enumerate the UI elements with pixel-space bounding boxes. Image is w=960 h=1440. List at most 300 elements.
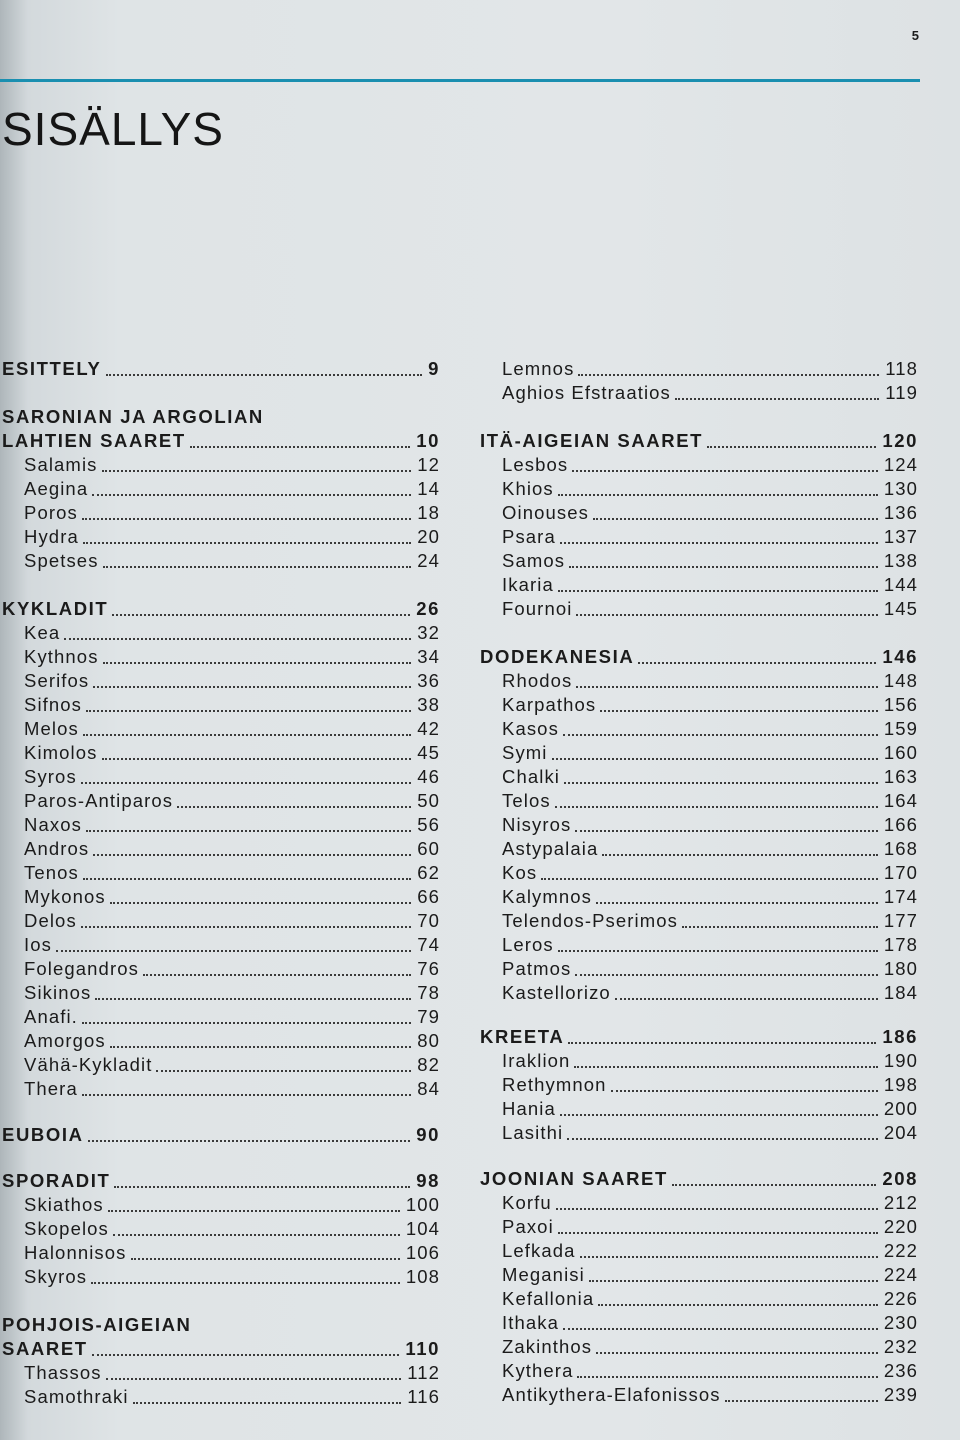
toc-entry <box>2 862 440 886</box>
dot-leader <box>56 949 411 952</box>
toc-entry-title: KYKLADIT <box>2 598 109 619</box>
toc-page-number: 110 <box>405 1338 440 1359</box>
dot-leader <box>580 1255 878 1258</box>
toc-entry-title: Iraklion <box>502 1050 571 1071</box>
dot-leader <box>555 805 878 808</box>
dot-leader <box>103 565 412 568</box>
toc-entry-title: Kefallonia <box>502 1288 595 1309</box>
toc-entry <box>480 598 918 622</box>
toc-entry-title: SARONIAN JA ARGOLIAN <box>2 406 264 427</box>
toc-entry-title: Lasithi <box>502 1122 564 1143</box>
toc-page-number: 56 <box>417 814 440 835</box>
toc-page-number: 60 <box>417 838 440 859</box>
toc-entry-title: Rethymnon <box>502 1074 607 1095</box>
dot-leader <box>725 1399 878 1402</box>
toc-entry-title: Vähä-Kykladit <box>24 1054 153 1075</box>
toc-page-number: 230 <box>883 1312 918 1333</box>
toc-entry <box>2 1054 440 1078</box>
toc-entry-title: LAHTIEN SAARET <box>2 430 186 451</box>
toc-page-number: 212 <box>883 1192 918 1213</box>
toc-entry <box>2 1242 440 1266</box>
toc-entry <box>2 622 440 646</box>
toc-entry-title: Ios <box>24 934 52 955</box>
dot-leader <box>93 853 411 856</box>
toc-entry <box>480 1192 918 1216</box>
dot-leader <box>596 901 878 904</box>
dot-leader <box>95 997 411 1000</box>
dot-leader <box>131 1257 400 1260</box>
dot-leader <box>576 613 877 616</box>
toc-page-number: 177 <box>883 910 918 931</box>
toc-entry-title: Sikinos <box>24 982 92 1003</box>
toc-page-number: 166 <box>883 814 918 835</box>
toc-page-number: 180 <box>883 958 918 979</box>
dot-leader <box>615 997 878 1000</box>
toc-page-number: 62 <box>417 862 440 883</box>
dot-leader <box>143 973 411 976</box>
toc-entry-title: Kimolos <box>24 742 98 763</box>
dot-leader <box>93 685 411 688</box>
toc-page-number: 98 <box>416 1170 440 1191</box>
toc-entry <box>2 958 440 982</box>
toc-entry-title: Salamis <box>24 454 98 475</box>
toc-entry <box>480 550 918 574</box>
toc-entry <box>2 1078 440 1102</box>
toc-page-number: 186 <box>882 1026 918 1047</box>
dot-leader <box>106 373 423 376</box>
toc-entry <box>480 1336 918 1360</box>
toc-entry <box>480 526 918 550</box>
toc-entry-title: SPORADIT <box>2 1170 111 1191</box>
toc-section-heading <box>2 406 264 430</box>
dot-leader <box>563 1327 878 1330</box>
toc-entry-title: Psara <box>502 526 556 547</box>
toc-entry <box>2 1194 440 1218</box>
toc-entry-title: Khios <box>502 478 554 499</box>
toc-section-heading <box>480 1168 918 1192</box>
toc-entry-title: Kea <box>24 622 61 643</box>
toc-entry <box>480 886 918 910</box>
dot-leader <box>575 973 878 976</box>
toc-page-number: 82 <box>417 1054 440 1075</box>
toc-entry <box>2 718 440 742</box>
toc-page-number: 232 <box>883 1336 918 1357</box>
dot-leader <box>563 733 878 736</box>
toc-entry <box>480 1240 918 1264</box>
toc-page-number: 136 <box>883 502 918 523</box>
dot-leader <box>92 493 411 496</box>
toc-page-number: 120 <box>882 430 918 451</box>
toc-entry <box>2 670 440 694</box>
toc-page-number: 112 <box>407 1362 440 1383</box>
dot-leader <box>569 565 878 568</box>
toc-entry-title: Rhodos <box>502 670 573 691</box>
toc-entry <box>2 982 440 1006</box>
toc-entry <box>2 814 440 838</box>
dot-leader <box>552 757 878 760</box>
toc-page-number: 174 <box>883 886 918 907</box>
toc-entry-title: Zakinthos <box>502 1336 593 1357</box>
dot-leader <box>568 1041 876 1044</box>
toc-entry-title: Fournoi <box>502 598 573 619</box>
toc-page-number: 10 <box>416 430 440 451</box>
dot-leader <box>108 1209 400 1212</box>
toc-entry <box>480 982 918 1006</box>
dot-leader <box>106 1377 402 1380</box>
dot-leader <box>177 805 411 808</box>
dot-leader <box>82 1093 411 1096</box>
toc-section-heading <box>2 358 440 382</box>
toc-entry-title: Lesbos <box>502 454 569 475</box>
dot-leader <box>574 1065 877 1068</box>
toc-entry <box>480 694 918 718</box>
toc-entry-title: Telos <box>502 790 551 811</box>
toc-entry <box>2 502 440 526</box>
toc-entry-title: ESITTELY <box>2 358 102 379</box>
toc-entry-title: Karpathos <box>502 694 597 715</box>
toc-entry-title: Delos <box>24 910 77 931</box>
toc-entry <box>2 886 440 910</box>
toc-entry-title: Oinouses <box>502 502 589 523</box>
toc-entry-title: Hydra <box>24 526 79 547</box>
dot-leader <box>598 1303 878 1306</box>
toc-page-number: 70 <box>417 910 440 931</box>
toc-entry-title: Samothraki <box>24 1386 129 1407</box>
dot-leader <box>156 1069 411 1072</box>
toc-entry <box>2 910 440 934</box>
toc-entry <box>480 574 918 598</box>
toc-entry-title: Poros <box>24 502 78 523</box>
toc-page-number: 168 <box>883 838 918 859</box>
toc-entry <box>2 1006 440 1030</box>
dot-leader <box>577 1375 877 1378</box>
toc-page-number: 74 <box>417 934 440 955</box>
dot-leader <box>102 469 412 472</box>
toc-page-number: 45 <box>417 742 440 763</box>
dot-leader <box>589 1279 878 1282</box>
dot-leader <box>102 757 412 760</box>
dot-leader <box>611 1089 878 1092</box>
toc-entry <box>480 1360 918 1384</box>
toc-entry <box>480 382 918 406</box>
dot-leader <box>82 1021 411 1024</box>
dot-leader <box>638 661 876 664</box>
toc-entry <box>2 478 440 502</box>
toc-page-number: 178 <box>883 934 918 955</box>
toc-page-number: 145 <box>883 598 918 619</box>
toc-entry-title: Thassos <box>24 1362 102 1383</box>
dot-leader <box>81 781 411 784</box>
toc-page-number: 204 <box>883 1122 918 1143</box>
dot-leader <box>64 637 411 640</box>
toc-page-number: 38 <box>417 694 440 715</box>
toc-entry-title: Naxos <box>24 814 82 835</box>
toc-entry-title: Melos <box>24 718 79 739</box>
dot-leader <box>576 685 877 688</box>
toc-entry-title: Samos <box>502 550 566 571</box>
toc-entry <box>480 1216 918 1240</box>
toc-page-number: 50 <box>417 790 440 811</box>
toc-section-heading <box>480 646 918 670</box>
toc-entry-title: Paros-Antiparos <box>24 790 174 811</box>
toc-entry-title: Ikaria <box>502 574 554 595</box>
toc-page-number: 119 <box>885 382 918 403</box>
toc-page-number: 148 <box>883 670 918 691</box>
dot-leader <box>556 1207 878 1210</box>
toc-entry <box>2 1266 440 1290</box>
toc-page-number: 26 <box>416 598 440 619</box>
toc-section-heading <box>2 1314 192 1338</box>
toc-entry-title: Aghios Efstraatios <box>502 382 671 403</box>
toc-page-number: 46 <box>417 766 440 787</box>
toc-entry <box>2 454 440 478</box>
header-rule <box>0 79 920 82</box>
toc-page-number: 146 <box>882 646 918 667</box>
dot-leader <box>558 949 878 952</box>
dot-leader <box>83 877 411 880</box>
dot-leader <box>675 397 879 400</box>
dot-leader <box>593 517 878 520</box>
dot-leader <box>112 613 410 616</box>
dot-leader <box>81 925 411 928</box>
toc-page-number: 144 <box>883 574 918 595</box>
toc-entry <box>2 694 440 718</box>
toc-page-number: 66 <box>417 886 440 907</box>
toc-page-number: 224 <box>883 1264 918 1285</box>
dot-leader <box>567 1137 878 1140</box>
toc-entry <box>480 910 918 934</box>
toc-entry-title: Andros <box>24 838 90 859</box>
toc-entry-title: DODEKANESIA <box>480 646 635 667</box>
toc-page-number: 78 <box>417 982 440 1003</box>
toc-entry-title: Mykonos <box>24 886 106 907</box>
toc-page-number: 160 <box>883 742 918 763</box>
dot-leader <box>86 829 411 832</box>
toc-page-number: 226 <box>883 1288 918 1309</box>
toc-page-number: 208 <box>882 1168 918 1189</box>
toc-entry <box>2 1362 440 1386</box>
toc-page-number: 137 <box>883 526 918 547</box>
toc-entry-title: Ithaka <box>502 1312 559 1333</box>
toc-entry <box>480 814 918 838</box>
toc-entry <box>480 478 918 502</box>
toc-entry <box>480 670 918 694</box>
toc-entry <box>2 742 440 766</box>
toc-page-number: 100 <box>405 1194 440 1215</box>
toc-page-number: 239 <box>883 1384 918 1405</box>
toc-entry <box>480 1074 918 1098</box>
toc-page-number: 222 <box>883 1240 918 1261</box>
toc-page-number: 34 <box>417 646 440 667</box>
dot-leader <box>578 373 879 376</box>
toc-entry-title: Amorgos <box>24 1030 106 1051</box>
dot-leader <box>86 709 411 712</box>
toc-entry-title: Halonnisos <box>24 1242 127 1263</box>
toc-section-heading <box>2 1124 440 1148</box>
toc-entry <box>2 526 440 550</box>
toc-page-number: 159 <box>883 718 918 739</box>
toc-entry-title: Leros <box>502 934 554 955</box>
toc-entry-title: Chalki <box>502 766 561 787</box>
toc-entry <box>480 958 918 982</box>
toc-entry <box>2 550 440 574</box>
toc-entry <box>480 358 918 382</box>
toc-page-number: 116 <box>407 1386 440 1407</box>
toc-page-number: 32 <box>417 622 440 643</box>
dot-leader <box>88 1139 411 1142</box>
toc-section-heading <box>2 1170 440 1194</box>
toc-entry <box>480 742 918 766</box>
toc-entry-title: JOONIAN SAARET <box>480 1168 668 1189</box>
toc-entry-title: Skiathos <box>24 1194 104 1215</box>
toc-entry-title: Kythnos <box>24 646 99 667</box>
toc-page-number: 200 <box>883 1098 918 1119</box>
dot-leader <box>110 1045 411 1048</box>
toc-entry-title: Patmos <box>502 958 572 979</box>
dot-leader <box>682 925 878 928</box>
dot-leader <box>92 1353 400 1356</box>
toc-entry-title: Syros <box>24 766 77 787</box>
toc-entry-title: Tenos <box>24 862 79 883</box>
toc-entry-title: Spetses <box>24 550 99 571</box>
toc-section-heading <box>480 430 918 454</box>
toc-entry-title: Astypalaia <box>502 838 599 859</box>
dot-leader <box>82 517 411 520</box>
toc-entry <box>2 646 440 670</box>
toc-entry-title: Skopelos <box>24 1218 109 1239</box>
toc-page-number: 163 <box>883 766 918 787</box>
dot-leader <box>541 877 878 880</box>
toc-page-number: 42 <box>417 718 440 739</box>
toc-entry <box>2 1386 440 1410</box>
dot-leader <box>707 445 876 448</box>
toc-page-number: 138 <box>883 550 918 571</box>
toc-entry-title: Kalymnos <box>502 886 593 907</box>
dot-leader <box>672 1183 876 1186</box>
toc-entry-title: Lefkada <box>502 1240 576 1261</box>
toc-entry <box>480 934 918 958</box>
toc-entry-title: ITÄ-AIGEIAN SAARET <box>480 430 704 451</box>
toc-entry-title: Kythera <box>502 1360 574 1381</box>
dot-leader <box>596 1351 878 1354</box>
toc-page-number: 12 <box>417 454 440 475</box>
toc-entry-title: Sifnos <box>24 694 83 715</box>
toc-page-number: 14 <box>417 478 440 499</box>
dot-leader <box>558 493 878 496</box>
toc-entry <box>480 1264 918 1288</box>
toc-entry <box>480 1050 918 1074</box>
toc-section-heading <box>2 1338 440 1362</box>
toc-entry <box>480 766 918 790</box>
dot-leader <box>133 1401 402 1404</box>
toc-entry <box>480 790 918 814</box>
toc-entry-title: Lemnos <box>502 358 575 379</box>
page-number: 5 <box>911 28 920 43</box>
toc-page-number: 18 <box>417 502 440 523</box>
toc-entry <box>2 1218 440 1242</box>
toc-page-number: 36 <box>417 670 440 691</box>
dot-leader <box>558 1231 878 1234</box>
toc-entry-title: Meganisi <box>502 1264 585 1285</box>
toc-page-number: 164 <box>883 790 918 811</box>
toc-section-heading <box>2 430 440 454</box>
toc-section-heading <box>2 598 440 622</box>
toc-page-number: 236 <box>883 1360 918 1381</box>
toc-page-number: 76 <box>417 958 440 979</box>
toc-page-number: 80 <box>417 1030 440 1051</box>
toc-page-number: 124 <box>883 454 918 475</box>
toc-page-number: 190 <box>883 1050 918 1071</box>
toc-section-heading <box>480 1026 918 1050</box>
toc-entry-title: Kastellorizo <box>502 982 611 1003</box>
toc-page-number: 104 <box>405 1218 440 1239</box>
toc-entry-title: Nisyros <box>502 814 572 835</box>
toc-entry-title: Anafi. <box>24 1006 78 1027</box>
toc-page-number: 130 <box>883 478 918 499</box>
toc-page-number: 24 <box>417 550 440 571</box>
toc-page-number: 220 <box>883 1216 918 1237</box>
toc-entry <box>480 838 918 862</box>
toc-entry-title: Paxoi <box>502 1216 554 1237</box>
dot-leader <box>83 541 411 544</box>
toc-entry-title: KREETA <box>480 1026 565 1047</box>
toc-entry-title: Folegandros <box>24 958 139 979</box>
page-title: SISÄLLYS <box>2 103 224 155</box>
toc-entry-title: POHJOIS-AIGEIAN <box>2 1314 192 1335</box>
toc-entry <box>480 1288 918 1312</box>
toc-page-number: 90 <box>416 1124 440 1145</box>
dot-leader <box>600 709 878 712</box>
dot-leader <box>602 853 877 856</box>
toc-entry-title: Aegina <box>24 478 89 499</box>
toc-entry <box>2 790 440 814</box>
dot-leader <box>114 1185 410 1188</box>
dot-leader <box>103 661 412 664</box>
toc-entry-title: Skyros <box>24 1266 88 1287</box>
toc-entry-title: Telendos-Pserimos <box>502 910 679 931</box>
dot-leader <box>560 1113 878 1116</box>
dot-leader <box>575 829 877 832</box>
toc-entry-title: Thera <box>24 1078 78 1099</box>
toc-entry <box>2 766 440 790</box>
toc-entry-title: Symi <box>502 742 548 763</box>
toc-entry-title: Antikythera-Elafonissos <box>502 1384 721 1405</box>
dot-leader <box>558 589 878 592</box>
toc-entry <box>480 1098 918 1122</box>
toc-page-number: 170 <box>883 862 918 883</box>
toc-entry <box>480 1384 918 1408</box>
toc-page-number: 84 <box>417 1078 440 1099</box>
toc-entry <box>2 1030 440 1054</box>
toc-entry-title: Korfu <box>502 1192 552 1213</box>
toc-page-number: 184 <box>883 982 918 1003</box>
dot-leader <box>572 469 878 472</box>
toc-page-number: 118 <box>885 358 918 379</box>
toc-entry-title: Hania <box>502 1098 556 1119</box>
toc-entry <box>2 934 440 958</box>
dot-leader <box>564 781 878 784</box>
toc-entry <box>480 454 918 478</box>
toc-page-number: 79 <box>417 1006 440 1027</box>
toc-page-number: 9 <box>428 358 440 379</box>
toc-entry <box>2 838 440 862</box>
toc-page-number: 106 <box>405 1242 440 1263</box>
toc-entry-title: Kasos <box>502 718 559 739</box>
dot-leader <box>110 901 411 904</box>
dot-leader <box>113 1233 400 1236</box>
toc-entry <box>480 718 918 742</box>
toc-page-number: 198 <box>883 1074 918 1095</box>
